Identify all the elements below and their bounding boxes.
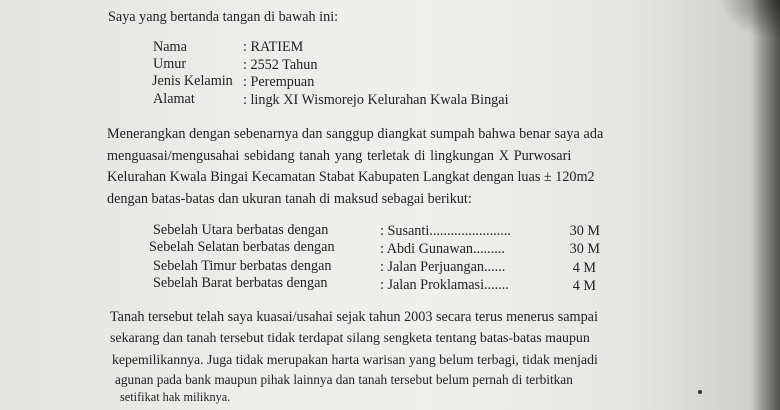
closing-line-3: kepemilikannya. Juga tidak merupakan harta warisan yang belum terbagi, tidak menjadi [112,352,598,367]
identity-value-age: : 2552 Tahun [243,57,318,73]
page-corner-shadow [720,0,780,40]
page-edge-shadow [752,0,780,410]
ink-speck [698,390,702,394]
statement-line-4: dengan batas-batas dan ukuran tanah di maksud sebagai berikut: [107,191,472,207]
boundary-label-north: Sebelah Utara berbatas dengan [153,222,329,238]
identity-label-gender: Jenis Kelamin [152,73,233,89]
boundary-size-west: 4 M [572,278,596,294]
identity-label-name: Nama [153,39,187,55]
closing-line-5: setifikat hak miliknya. [120,390,231,404]
boundary-size-east: 4 M [572,260,596,276]
boundary-name-west: : Jalan Proklamasi....... [380,277,509,293]
statement-line-1: Menerangkan dengan sebenarnya dan sanggup diangkat sumpah bahwa benar saya ada [107,126,604,142]
statement-line-3: Kelurahan Kwala Bingai Kecamatan Stabat Kabupaten Langkat dengan luas ± 120m2 [107,169,595,185]
boundary-name-north: : Susanti....................... [380,223,511,239]
closing-line-1: Tanah tersebut telah saya kuasai/usahai sejak tahun 2003 secara terus menerus sampai [110,309,598,325]
boundary-name-south: : Abdi Gunawan......... [380,241,505,257]
boundary-size-north: 30 M [569,223,600,239]
identity-value-name: : RATIEM [243,39,304,55]
identity-value-gender: : Perempuan [243,74,315,90]
boundary-label-west: Sebelah Barat berbatas dengan [153,275,328,291]
boundary-label-east: Sebelah Timur berbatas dengan [153,258,332,274]
intro-line: Saya yang bertanda tangan di bawah ini: [108,9,339,25]
boundary-name-east: : Jalan Perjuangan...... [380,259,506,275]
identity-label-age: Umur [153,56,187,72]
identity-value-address: : lingk XI Wismorejo Kelurahan Kwala Bingai [243,92,509,108]
boundary-label-south: Sebelah Selatan berbatas dengan [149,239,335,255]
closing-line-2: sekarang dan tanah tersebut tidak terdapat silang sengketa tentang batas-batas maupun [110,331,590,346]
closing-line-4: agunan pada bank maupun pihak lainnya dan tanah tersebut belum pernah di terbitkan [115,372,573,387]
identity-label-address: Alamat [153,91,195,107]
statement-line-2: menguasai/mengusahai sebidang tanah yang terletak di lingkungan X Purwosari [107,148,572,164]
boundary-size-south: 30 M [569,241,600,257]
